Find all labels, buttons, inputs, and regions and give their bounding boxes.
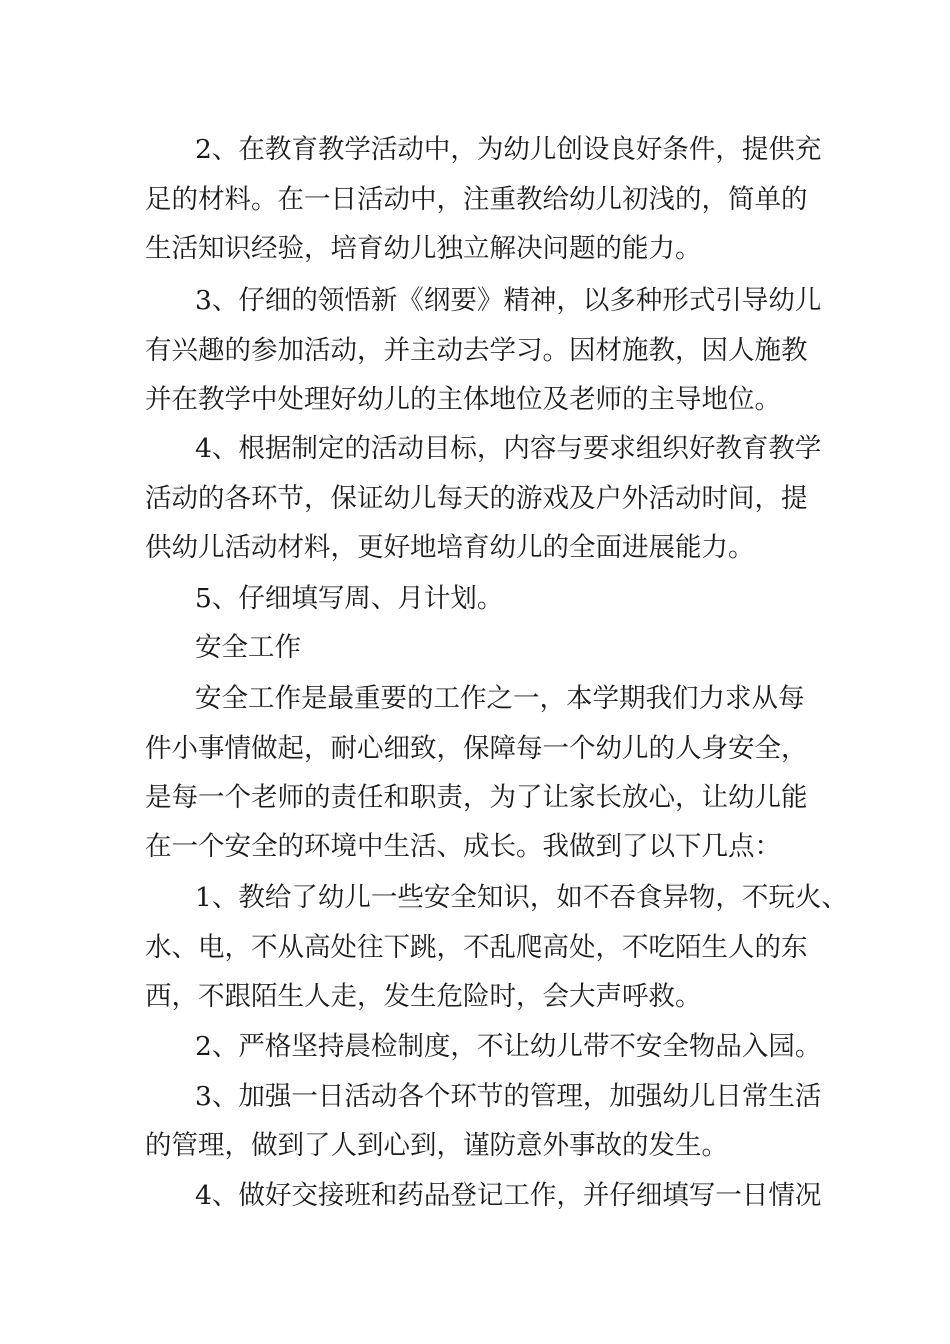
paragraph-line: 供幼儿活动材料，更好地培育幼儿的全面进展能力。 (145, 532, 755, 563)
paragraph-line: 1、教给了幼儿一些安全知识，如不吞食异物，不玩火、 (195, 882, 848, 913)
paragraph-line: 在一个安全的环境中生活、成长。我做到了以下几点： (145, 831, 781, 862)
paragraph-line: 活动的各环节，保证幼儿每天的游戏及户外活动时间，提 (145, 483, 808, 514)
paragraph-line: 2、在教育教学活动中，为幼儿创设良好条件，提供充 (195, 134, 822, 165)
paragraph-line: 的管理，做到了人到心到，谨防意外事故的发生。 (145, 1130, 728, 1161)
paragraph-line: 西，不跟陌生人走，发生危险时，会大声呼救。 (145, 981, 702, 1012)
section-heading: 安全工作 (195, 632, 301, 663)
paragraph-line: 有兴趣的参加活动，并主动去学习。因材施教，因人施教 (145, 335, 808, 366)
paragraph-line: 安全工作是最重要的工作之一，本学期我们力求从每 (195, 683, 805, 714)
paragraph-line: 4、根据制定的活动目标，内容与要求组织好教育教学 (195, 433, 822, 464)
paragraph-line: 是每一个老师的责任和职责，为了让家长放心，让幼儿能 (145, 782, 808, 813)
paragraph-line: 足的材料。在一日活动中，注重教给幼儿初浅的，简单的 (145, 184, 808, 215)
paragraph-line: 并在教学中处理好幼儿的主体地位及老师的主导地位。 (145, 384, 781, 415)
paragraph-line: 2、严格坚持晨检制度，不让幼儿带不安全物品入园。 (195, 1031, 822, 1062)
paragraph-line: 4、做好交接班和药品登记工作，并仔细填写一日情况 (195, 1180, 822, 1211)
paragraph-line: 生活知识经验，培育幼儿独立解决问题的能力。 (145, 233, 702, 264)
paragraph-line: 3、仔细的领悟新《纲要》精神，以多种形式引导幼儿 (195, 285, 822, 316)
paragraph-line: 水、电，不从高处往下跳，不乱爬高处，不吃陌生人的东 (145, 932, 808, 963)
paragraph-line: 5、仔细填写周、月计划。 (195, 583, 504, 614)
paragraph-line: 件小事情做起，耐心细致，保障每一个幼儿的人身安全， (145, 733, 808, 764)
paragraph-line: 3、加强一日活动各个环节的管理，加强幼儿日常生活 (195, 1081, 822, 1112)
